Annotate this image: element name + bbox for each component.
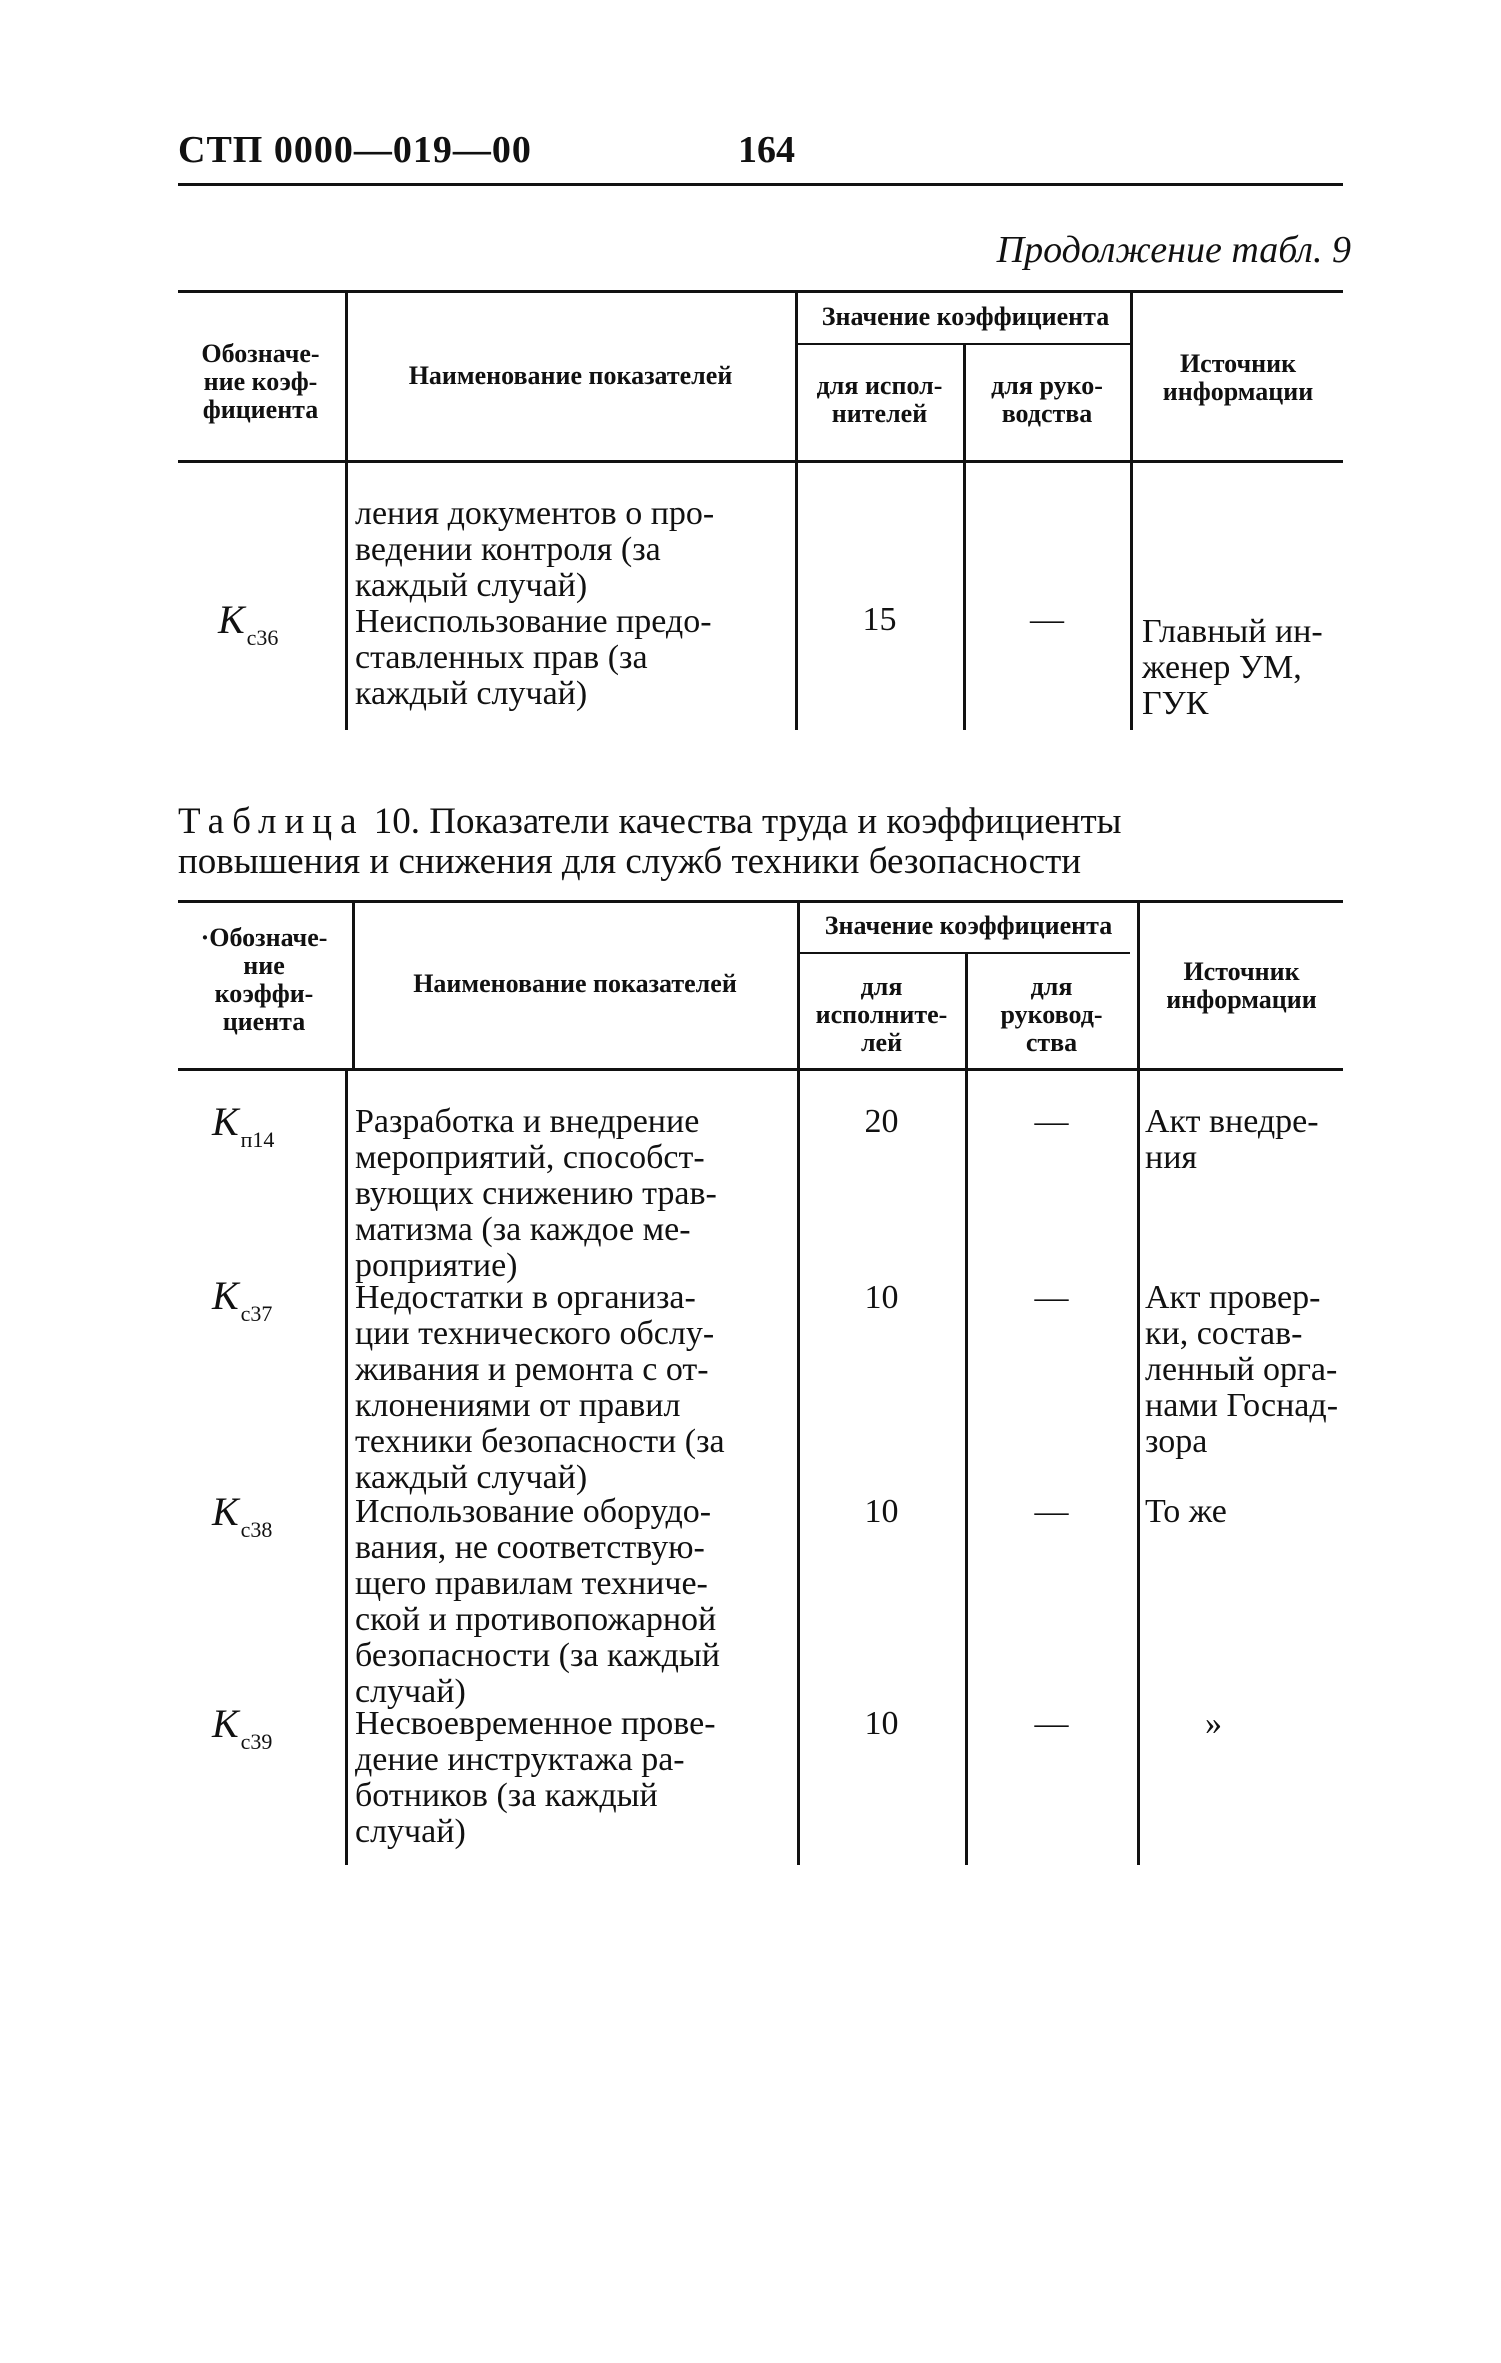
table10-header-symbol: ·Обозначе- ние коэффи- циента bbox=[200, 923, 328, 1036]
value-managers: — bbox=[1034, 1279, 1069, 1316]
table10-header-executors: для исполните- лей bbox=[815, 972, 948, 1057]
table9-header-executors: для испол- нителей bbox=[816, 371, 943, 428]
information-source: Главный ин- женер УМ, ГУК bbox=[1142, 613, 1323, 722]
table10-col-divider bbox=[1137, 1070, 1140, 1865]
table9-header-managers: для руко- водства bbox=[991, 371, 1103, 428]
indicator-name: Разработка и внедрение мероприятий, способст- вующих снижению трав- матизма (за каждое ме- роприятие) bbox=[355, 1103, 717, 1284]
table10-header-name: Наименование показателей bbox=[413, 969, 737, 998]
information-source: То же bbox=[1145, 1493, 1227, 1530]
table9-header-symbol: Обозначе- ние коэф- фициента bbox=[201, 339, 320, 424]
table10-header-source: Источник информации bbox=[1166, 957, 1317, 1014]
coefficient-symbol: $К_{с37}$ bbox=[212, 1273, 273, 1326]
table10-col-divider bbox=[797, 1070, 800, 1865]
coefficient-symbol: $К_{с39}$ bbox=[212, 1701, 273, 1754]
value-managers: — bbox=[1034, 1493, 1069, 1530]
table9-header-name: Наименование показателей bbox=[408, 361, 733, 390]
table9-col-divider bbox=[963, 462, 966, 730]
table10-col-divider bbox=[345, 1070, 348, 1865]
value-executors: 15 bbox=[862, 601, 897, 638]
value-executors: 10 bbox=[864, 1493, 899, 1530]
coefficient-symbol: $К_{с36}$ bbox=[218, 597, 279, 650]
table10-col-divider bbox=[965, 1070, 968, 1865]
table10-header-managers: для руковод- ства bbox=[1000, 972, 1103, 1057]
table9-header-value-group: Значение коэффициента bbox=[821, 302, 1110, 331]
document-code: СТП 0000—019—00 bbox=[178, 129, 532, 171]
table10-header-rule bbox=[178, 1068, 1343, 1071]
table9-col-divider bbox=[345, 462, 348, 730]
table9-header-rule bbox=[178, 460, 1343, 463]
page-number: 164 bbox=[738, 129, 795, 171]
table10-group-rule bbox=[797, 952, 1130, 954]
indicator-name: Использование оборудо- вания, не соответствую- щего правилам техниче- ской и противопожарной безопасности (за каждый случай) bbox=[355, 1493, 720, 1710]
indicator-name: ления документов о про- ведении контроля (за каждый случай) Неиспользование предо- ставленных прав (за каждый случай) bbox=[355, 495, 715, 712]
value-managers: — bbox=[1030, 601, 1064, 638]
indicator-name: Недостатки в организа- ции технического обслу- живания и ремонта с от- клонениями от правил техники безопасности (за каждый случай) bbox=[355, 1279, 725, 1496]
information-source: » bbox=[1205, 1705, 1222, 1742]
table9-header-source: Источник информации bbox=[1162, 349, 1314, 406]
coefficient-symbol: $К_{с38}$ bbox=[212, 1489, 273, 1542]
information-source: Акт внедре- ния bbox=[1145, 1103, 1319, 1176]
value-executors: 10 bbox=[864, 1705, 899, 1742]
continuation-label: Продолжение табл. 9 bbox=[996, 229, 1351, 271]
value-executors: 20 bbox=[864, 1103, 899, 1140]
table10-caption: Таблица 10. Показатели качества труда и коэффициенты повышения и снижения для служб техники безопасности bbox=[178, 801, 1122, 882]
value-executors: 10 bbox=[864, 1279, 899, 1316]
value-managers: — bbox=[1034, 1103, 1069, 1140]
table9-top-rule bbox=[178, 290, 1343, 293]
coefficient-symbol: $К_{п14}$ bbox=[212, 1099, 275, 1152]
information-source: Акт провер- ки, состав- ленный орга- нами Госнад- зора bbox=[1145, 1279, 1339, 1460]
header-rule bbox=[178, 183, 1343, 186]
value-managers: — bbox=[1034, 1705, 1069, 1742]
table9-col-divider bbox=[795, 462, 798, 730]
table10-header-value-group: Значение коэффициента bbox=[824, 911, 1113, 940]
table9-col-divider bbox=[1130, 462, 1133, 730]
indicator-name: Несвоевременное прове- дение инструктажа ра- ботников (за каждый случай) bbox=[355, 1705, 716, 1850]
